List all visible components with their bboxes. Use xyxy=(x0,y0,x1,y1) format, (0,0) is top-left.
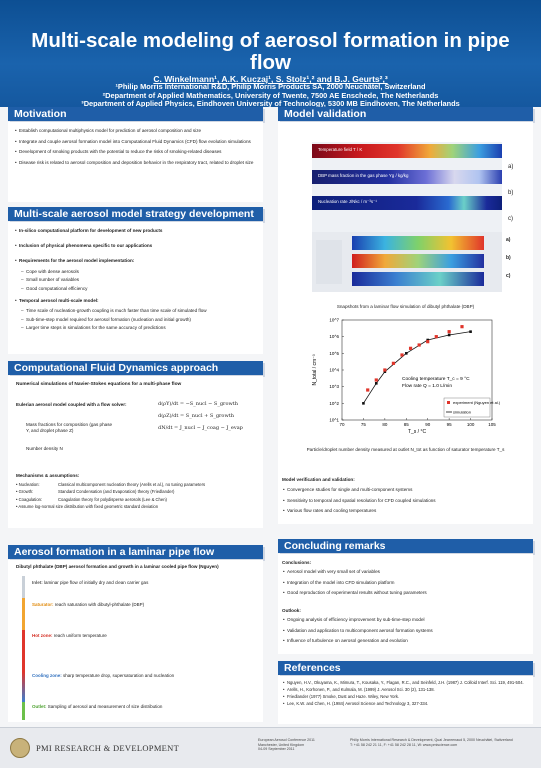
laminar-panel xyxy=(8,560,263,722)
segment-inlet: Inlet: laminar pipe flow of initially dry and clean carrier gas xyxy=(32,580,149,585)
requirement-item: – Good computational efficiency xyxy=(16,286,256,292)
x-tick-label: 80 xyxy=(382,422,388,427)
verification-item: • Various flow rates and cooling temperatures xyxy=(284,508,526,514)
segment-saturator: Saturator: reach saturation with dibutyl-phthalate (DBP) xyxy=(32,602,145,607)
experiment-point xyxy=(383,368,386,371)
affiliation-2: ²Department of Applied Mathematics, University of Twente, 7500 AE Enschede, The Netherlands xyxy=(102,90,439,100)
y-tick-label: 10^7 xyxy=(329,317,339,323)
laminar-heading: Aerosol formation in a laminar pipe flow xyxy=(8,545,263,559)
motivation-item: • Disease risk is related to aerosol composition and deposition behavior in the respiratory tract, related to droplet size xyxy=(16,160,256,166)
concluding-heading: Concluding remarks xyxy=(278,539,533,553)
nucleation-rate-strip: Nucleation rate J/Nkc / m⁻³s⁻¹ xyxy=(312,196,502,210)
outlook-heading: Outlook: xyxy=(282,608,301,613)
conclusion-item: • Integration of the model into CFD simulation platform xyxy=(284,580,526,586)
zoom-tag-b: b) xyxy=(506,255,511,261)
validation-heading: Model validation xyxy=(278,107,533,121)
footer-contact: Philip Morris International Research & Development, Quai Jeanrenaud 5, 2000 Neuchâtel, Switzerland T: +41 58 242 21 11, F: +41 58 242 28 11, W: www.pmiscience.com xyxy=(350,738,513,747)
simulation-point xyxy=(469,330,472,333)
cfd-number-density: Number density N xyxy=(26,446,63,451)
y-tick-label: 10^4 xyxy=(329,367,339,373)
experiment-point xyxy=(366,388,369,391)
x-axis-label: T_s / °C xyxy=(407,429,427,435)
pipe-hot-zone xyxy=(22,630,25,672)
x-tick-label: 90 xyxy=(425,422,431,427)
pipe-cooling-zone xyxy=(22,672,25,702)
reference-item: • Lee, K.W. and Chen, H. (1984) Aerosol Science and Technology 3, 327-334. xyxy=(284,701,528,706)
zoom-temperature xyxy=(352,236,484,250)
zoomed-detail xyxy=(312,232,502,292)
authors: C. Winkelmann¹, A.K. Kuczaj¹, S. Stolz¹,² and B.J. Geurts²,³ xyxy=(153,74,388,84)
experiment-point xyxy=(460,325,463,328)
footer-brand: PMI RESEARCH & DEVELOPMENT xyxy=(36,743,180,753)
x-tick-label: 85 xyxy=(403,422,409,427)
x-tick-label: 70 xyxy=(339,422,345,427)
footer xyxy=(0,727,541,768)
pmi-crest-icon xyxy=(10,738,30,758)
conclusions-heading: Conclusions: xyxy=(282,560,312,565)
zoom-tag-a: a) xyxy=(506,237,511,243)
chart-annotation: Flow rate Q = 1.0 L/min xyxy=(402,384,452,389)
experiment-point xyxy=(418,343,421,346)
simulation-point xyxy=(362,402,365,405)
y-tick-label: 10^1 xyxy=(329,417,339,423)
validation-chart xyxy=(308,314,508,446)
y-tick-label: 10^2 xyxy=(329,400,339,406)
legend-experiment-marker xyxy=(447,401,450,404)
simulation-point xyxy=(405,352,408,355)
conclusion-item: • Aerosol model with very small set of variables xyxy=(284,569,526,575)
cfd-intro: Numerical simulations of Navier-Stokes equations for a multi-phase flow xyxy=(16,382,182,387)
mechanisms-heading: Mechanisms & assumptions: xyxy=(16,473,80,478)
verification-item: • Sensitivity to temporal and spatial resolution for CFD coupled simulations xyxy=(284,498,526,504)
strategy-item: • Requirements for the aerosol model implementation: xyxy=(16,258,256,264)
zoom-mass-fraction xyxy=(352,254,484,268)
y-tick-label: 10^6 xyxy=(329,334,339,340)
laminar-intro: Dibutyl phthalate (DBP) aerosol formation and growth in a laminar cooled pipe flow (Nguyen) xyxy=(16,564,219,569)
snapshot-caption: Snapshots from a laminar flow simulation of dibutyl phthalate (DBP) xyxy=(336,304,475,309)
equation-1: d(ρY)/dt = −S_nucl − S_growth xyxy=(158,401,238,407)
strip-tag-a: a) xyxy=(508,164,514,170)
strip-tag-b: b) xyxy=(508,190,514,196)
y-tick-label: 10^5 xyxy=(329,350,339,356)
affiliation-3: ³Department of Applied Physics, Eindhoven University of Technology, 5300 MB Eindhoven, The Netherlands xyxy=(81,100,460,107)
motivation-item: • Integrate and couple aerosol formation model into Computational Fluid Dynamics (CFD) flow evolution simulations xyxy=(16,139,256,145)
temperature-field-strip: Temperature field T / K xyxy=(312,144,502,158)
experiment-point xyxy=(392,362,395,365)
strip-tag-c: c) xyxy=(508,216,513,222)
pipe-saturator xyxy=(22,598,25,630)
outlook-item: • Influence of turbulence on aerosol generation and evolution xyxy=(284,638,526,644)
zoom-nucleation xyxy=(352,272,484,286)
cfd-panel xyxy=(8,376,263,528)
dbp-fraction-strip: DBP mass fraction in the gas phase Yg / kg/kg xyxy=(312,170,502,184)
motivation-item: • Establish computational multiphysics model for prediction of aerosol composition and size xyxy=(16,128,256,134)
requirement-item: – Small number of variables xyxy=(16,277,256,283)
experiment-point xyxy=(375,378,378,381)
motivation-item: • Development of smoking products with the potential to reduce the risks of smoking-related diseases xyxy=(16,149,256,155)
verification-item: • Convergence studies for single and multi-component systems xyxy=(284,487,526,493)
temporal-item: – Larger time steps in simulations for the same accuracy of predictions xyxy=(16,325,256,331)
experiment-point xyxy=(435,335,438,338)
reference-item: • Friedlander (1977) Smoke, Dust and Haze. Wiley, New York. xyxy=(284,694,528,699)
chart-annotation: Cooling temperature T_c = 9 °C xyxy=(402,377,470,382)
validation-panel xyxy=(278,122,533,524)
chart-caption: Particle/droplet number density measured at outlet N_tot as function of saturator temperature T_s xyxy=(306,447,505,452)
footer-event: European Aerosol Conference 2011 Manchester, United Kingdom 04-09 September 2011 xyxy=(258,738,315,752)
experiment-point xyxy=(409,347,412,350)
segment-cooling-zone: Cooling zone: sharp temperature drop, supersaturation and nucleation xyxy=(32,673,175,678)
cfd-equations xyxy=(158,398,258,434)
simulation-point xyxy=(448,334,451,337)
x-tick-label: 105 xyxy=(488,422,496,427)
segment-hot-zone: Hot zone: reach uniform temperature xyxy=(32,633,107,638)
poster-header xyxy=(0,0,541,107)
simulation-snapshots xyxy=(312,142,502,234)
requirement-item: – Cope with dense aerosols xyxy=(16,269,256,275)
y-axis-label: N_total / cm⁻³ xyxy=(312,354,318,386)
conclusion-item: • Good reproduction of experimental results without tuning parameters xyxy=(284,590,526,596)
temporal-item: – Sub-time-step model required for aerosol formation (nucleation and initial growth) xyxy=(16,317,256,323)
y-tick-label: 10^3 xyxy=(329,384,339,390)
equation-3: dN/dt = J_nucl − J_coag − J_evap xyxy=(158,425,243,431)
x-tick-label: 75 xyxy=(360,422,366,427)
concluding-panel xyxy=(278,554,533,654)
zoom-tag-c: c) xyxy=(506,273,511,279)
zoom-pipe-sketch xyxy=(316,240,342,284)
cfd-heading: Computational Fluid Dynamics approach xyxy=(8,361,263,375)
pipe-inlet xyxy=(22,576,25,598)
temporal-item: – Time scale of nucleation-growth coupling is much faster than time scale of simulated flow xyxy=(16,308,256,314)
legend-simulation-label: simulation xyxy=(453,409,472,415)
mechanisms-list: • Nucleation: Classical multicomponent nucleation theory (Arells et al.), no tuning parameters • Growth: Standard Condensation (and Evaporation) theory (Friedlander) • Coagulation: Coagulation theory for polydisperse aerosols (Lee & Chen) • Assume log-normal size distribution with fixed geometric standard deviation xyxy=(16,482,206,510)
references-heading: References xyxy=(278,661,533,675)
segment-outlet: Outlet: Sampling of aerosol and measurement of size distribution xyxy=(32,704,163,709)
strategy-heading: Multi-scale aerosol model strategy development xyxy=(8,207,263,221)
strategy-item: • In-silico computational platform for development of new products xyxy=(16,228,256,234)
outlook-item: • Validation and application to multicomponent aerosol formation systems xyxy=(284,628,526,634)
strategy-item: • Inclusion of physical phenomena specific to our applications xyxy=(16,243,256,249)
strategy-panel xyxy=(8,222,263,354)
experiment-point xyxy=(448,330,451,333)
x-tick-label: 95 xyxy=(446,422,452,427)
verification-heading: Model verification and validation: xyxy=(282,477,355,482)
x-tick-label: 100 xyxy=(466,422,475,427)
strategy-item: • Temporal aerosol multi-scale model: xyxy=(16,298,256,304)
simulation-point xyxy=(375,382,378,385)
affiliation-1: ¹Philip Morris International R&D, Philip Morris Products SA, 2000 Neuchâtel, Switzerland xyxy=(115,82,426,91)
references-panel xyxy=(278,676,533,724)
reference-item: • Arells, H., Korhonen, P., and Kulmala, M. (1999) J. Aerosol Sci. 30 (2), 131-138. xyxy=(284,687,528,692)
experiment-point xyxy=(400,353,403,356)
cfd-eulerian: Eulerian aerosol model coupled with a flow solver: xyxy=(16,402,127,407)
cfd-mass-fractions: Mass fractions for composition (gas phase Y, and droplet phase Z) xyxy=(26,422,113,433)
motivation-heading: Motivation xyxy=(8,107,263,121)
motivation-panel xyxy=(8,122,263,202)
reference-item: • Nguyen, H.V., Okuyama, K., Mimura, T., Kousaka, Y., Flagan, R.C., and Seinfeld, J.H. (1987) J. Colloid Interf. Sci. 119, 491-504. xyxy=(284,680,528,685)
outlook-item: • Ongoing analysis of efficiency improvement by sub-time-step model xyxy=(284,617,526,623)
equation-2: d(ρZ)/dt = S_nucl + S_growth xyxy=(158,413,234,419)
pipe-outlet xyxy=(22,702,25,720)
poster-title: Multi-scale modeling of aerosol formation in pipe flow xyxy=(31,29,510,74)
legend-experiment-label: experiment (Nguyen et al.) xyxy=(453,400,501,405)
experiment-point xyxy=(426,340,429,343)
